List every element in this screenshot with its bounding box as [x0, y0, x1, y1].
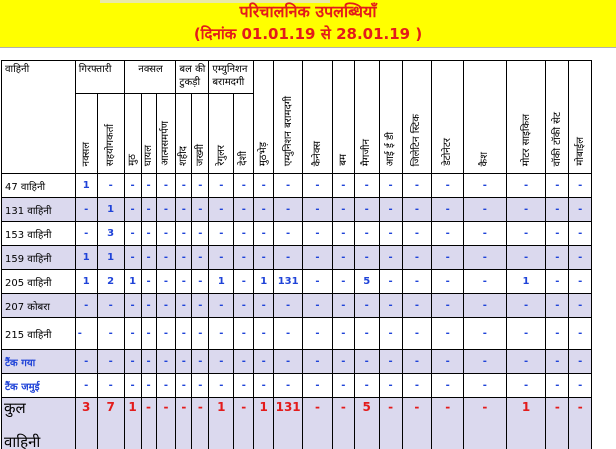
- table-cell: 3: [97, 222, 124, 246]
- title-band: [0, 0, 616, 48]
- total-cell: 1: [506, 398, 546, 449]
- table-cell: -: [332, 198, 354, 222]
- table-cell: 1: [254, 270, 274, 294]
- table-cell: -: [546, 318, 569, 350]
- table-cell: -: [432, 294, 464, 318]
- table-cell: -: [464, 174, 507, 198]
- row-label: 131 वाहिनी: [2, 198, 76, 222]
- col-header: आत्मसमर्पण: [156, 94, 176, 174]
- total-cell: -: [176, 398, 192, 449]
- total-cell: 1: [254, 398, 274, 449]
- table-cell: -: [176, 198, 192, 222]
- table-cell: -: [234, 374, 254, 398]
- total-label: [2, 398, 76, 449]
- table-cell: -: [75, 222, 97, 246]
- table-cell: -: [332, 174, 354, 198]
- table-cell: -: [332, 318, 354, 350]
- table-cell: -: [569, 294, 592, 318]
- group-force-unit: बल की टुकड़ी: [176, 61, 209, 94]
- table-cell: -: [402, 318, 432, 350]
- total-row: [2, 398, 616, 449]
- col-header: मोबाईल: [569, 61, 592, 174]
- table-cell: -: [506, 222, 546, 246]
- table-cell: -: [97, 350, 124, 374]
- table-cell: -: [209, 350, 234, 374]
- table-cell: -: [432, 270, 464, 294]
- table-cell: -: [546, 270, 569, 294]
- table-cell: -: [303, 350, 333, 374]
- table-cell: 1: [97, 246, 124, 270]
- table-cell: -: [124, 374, 141, 398]
- row-label: 153 वाहिनी: [2, 222, 76, 246]
- table-cell: -: [209, 246, 234, 270]
- total-cell: -: [432, 398, 464, 449]
- table-cell: -: [332, 270, 354, 294]
- table-cell: -: [464, 374, 507, 398]
- table-cell: -: [546, 174, 569, 198]
- table-cell: -: [176, 350, 192, 374]
- table-cell: -: [402, 198, 432, 222]
- col-header: जख्मी: [192, 94, 209, 174]
- table-cell: -: [332, 374, 354, 398]
- table-cell: -: [303, 294, 333, 318]
- total-cell: -: [546, 398, 569, 449]
- table-cell: -: [156, 198, 176, 222]
- table-row: [2, 198, 616, 222]
- row-label: 215 वाहिनी: [2, 318, 76, 350]
- table-cell: -: [254, 350, 274, 374]
- table-cell: -: [192, 222, 209, 246]
- table-cell: -: [546, 350, 569, 374]
- table-cell: -: [464, 270, 507, 294]
- table-cell: -: [156, 350, 176, 374]
- table-cell: -: [176, 222, 192, 246]
- table-cell: -: [569, 174, 592, 198]
- table-cell: -: [274, 174, 303, 198]
- table-cell: -: [234, 350, 254, 374]
- table-cell: 1: [75, 246, 97, 270]
- col-header: शहीद: [176, 94, 192, 174]
- table-cell: -: [546, 374, 569, 398]
- table-cell: -: [432, 374, 464, 398]
- table-cell: 1: [506, 270, 546, 294]
- table-cell: -: [569, 222, 592, 246]
- table-cell: -: [402, 270, 432, 294]
- table-cell: -: [506, 294, 546, 318]
- table-cell: -: [569, 270, 592, 294]
- table-cell: -: [141, 198, 156, 222]
- table-cell: -: [141, 294, 156, 318]
- table-cell: -: [379, 350, 402, 374]
- table-cell: -: [176, 246, 192, 270]
- table-cell: -: [274, 198, 303, 222]
- total-cell: -: [464, 398, 507, 449]
- total-cell: 131: [274, 398, 303, 449]
- table-cell: -: [402, 174, 432, 198]
- table-cell: -: [141, 318, 156, 350]
- table-cell: -: [303, 270, 333, 294]
- table-cell: -: [569, 374, 592, 398]
- table-cell: -: [432, 198, 464, 222]
- table-row: [2, 246, 616, 270]
- table-cell: -: [274, 294, 303, 318]
- col-header: कैश: [464, 61, 507, 174]
- table-cell: -: [124, 246, 141, 270]
- table-row: [2, 350, 616, 374]
- col-header: जिलेटिन स्टिक: [402, 61, 432, 174]
- vahini-header: वाहिनी: [2, 61, 76, 174]
- table-cell: -: [303, 222, 333, 246]
- group-naxal: नक्सल: [124, 61, 176, 94]
- total-cell: 1: [209, 398, 234, 449]
- table-cell: -: [569, 350, 592, 374]
- table-cell: -: [506, 374, 546, 398]
- table-cell: -: [192, 270, 209, 294]
- total-cell: -: [156, 398, 176, 449]
- col-header: वॉकी टॉकी सेट: [546, 61, 569, 174]
- table-cell: -: [332, 222, 354, 246]
- table-cell: -: [75, 350, 97, 374]
- table-cell: 1: [97, 198, 124, 222]
- table-cell: -: [354, 246, 379, 270]
- table-cell: -: [75, 374, 97, 398]
- col-header: मुठ: [124, 94, 141, 174]
- table-cell: -: [354, 350, 379, 374]
- total-cell: -: [569, 398, 592, 449]
- table-cell: -: [379, 198, 402, 222]
- row-label: 47 वाहिनी: [2, 174, 76, 198]
- table-cell: -: [124, 294, 141, 318]
- group-arrests: गिरफ्तारी: [75, 61, 124, 94]
- table-cell: -: [464, 318, 507, 350]
- total-cell: -: [379, 398, 402, 449]
- total-cell: -: [234, 398, 254, 449]
- table-cell: -: [124, 350, 141, 374]
- col-header: मुठभेड़: [254, 61, 274, 174]
- table-cell: -: [303, 198, 333, 222]
- table-cell: -: [141, 222, 156, 246]
- table-cell: -: [156, 174, 176, 198]
- table-cell: -: [546, 246, 569, 270]
- table-cell: -: [209, 294, 234, 318]
- table-cell: -: [254, 198, 274, 222]
- total-cell: -: [332, 398, 354, 449]
- table-cell: -: [402, 222, 432, 246]
- table-cell: -: [332, 350, 354, 374]
- table-cell: -: [75, 198, 97, 222]
- table-cell: -: [234, 246, 254, 270]
- table-cell: 1: [124, 270, 141, 294]
- table-cell: -: [192, 374, 209, 398]
- col-header: घायल: [141, 94, 156, 174]
- table-cell: -: [402, 294, 432, 318]
- col-header: आई ई डी: [379, 61, 402, 174]
- table-cell: -: [234, 294, 254, 318]
- total-cell: -: [192, 398, 209, 449]
- table-cell: -: [141, 350, 156, 374]
- table-cell: -: [464, 246, 507, 270]
- table-cell: -: [254, 374, 274, 398]
- table-cell: -: [569, 318, 592, 350]
- table-cell: -: [75, 294, 97, 318]
- table-cell: -: [569, 198, 592, 222]
- table-cell: -: [274, 222, 303, 246]
- table-row: [2, 222, 616, 246]
- table-cell: -: [303, 318, 333, 350]
- table-cell: -: [209, 198, 234, 222]
- table-cell: -: [97, 318, 124, 350]
- table-cell: -: [234, 222, 254, 246]
- table-cell: -: [192, 174, 209, 198]
- table-cell: -: [254, 318, 274, 350]
- row-label: 159 वाहिनी: [2, 246, 76, 270]
- table-cell: -: [274, 246, 303, 270]
- table-cell: -: [379, 294, 402, 318]
- table-cell: -: [379, 174, 402, 198]
- table-cell: -: [432, 350, 464, 374]
- table-cell: -: [141, 246, 156, 270]
- table-cell: -: [432, 174, 464, 198]
- table-cell: -: [176, 270, 192, 294]
- col-header: रेगुलर: [209, 94, 234, 174]
- group-ammo-recovery: एम्युनिशन बरामदगी: [209, 61, 254, 94]
- table-cell: -: [176, 294, 192, 318]
- row-label: टैंक गया: [2, 350, 76, 374]
- table-cell: -: [332, 246, 354, 270]
- table-cell: -: [402, 246, 432, 270]
- table-cell: -: [124, 174, 141, 198]
- table-cell: -: [464, 198, 507, 222]
- table-cell: 2: [97, 270, 124, 294]
- total-cell: 7: [97, 398, 124, 449]
- row-label: 205 वाहिनी: [2, 270, 76, 294]
- table-cell: -: [176, 174, 192, 198]
- table-cell: -: [354, 318, 379, 350]
- table-cell: -: [274, 374, 303, 398]
- table-cell: -: [234, 318, 254, 350]
- col-header: मैगजीन: [354, 61, 379, 174]
- table-row: [2, 294, 616, 318]
- table-cell: -: [209, 318, 234, 350]
- table-cell: -: [176, 318, 192, 350]
- table-cell: -: [156, 374, 176, 398]
- table-cell: -: [209, 222, 234, 246]
- table-row: [2, 270, 616, 294]
- table-cell: -: [464, 350, 507, 374]
- table-cell: -: [379, 270, 402, 294]
- table-cell: -: [254, 246, 274, 270]
- table-cell: -: [569, 246, 592, 270]
- table-cell: -: [546, 198, 569, 222]
- table-cell: -: [192, 246, 209, 270]
- table-cell: -: [156, 246, 176, 270]
- table-cell: -: [464, 222, 507, 246]
- table-cell: -: [97, 174, 124, 198]
- col-header: देशी: [234, 94, 254, 174]
- table-cell: -: [379, 318, 402, 350]
- table-cell: -: [379, 374, 402, 398]
- table-cell: -: [354, 294, 379, 318]
- col-header: एम्युनिशन बरामदगी: [274, 61, 303, 174]
- table-cell: -: [274, 318, 303, 350]
- table-cell: -: [506, 350, 546, 374]
- achievements-table: [1, 60, 616, 449]
- table-cell: -: [402, 350, 432, 374]
- total-cell: -: [141, 398, 156, 449]
- total-cell: 5: [354, 398, 379, 449]
- row-label: 207 कोबरा: [2, 294, 76, 318]
- table-cell: -: [234, 270, 254, 294]
- total-cell: -: [402, 398, 432, 449]
- table-cell: -: [156, 270, 176, 294]
- table-cell: -: [75, 318, 97, 350]
- table-cell: 5: [354, 270, 379, 294]
- table-cell: -: [141, 174, 156, 198]
- table-cell: -: [192, 318, 209, 350]
- col-header: डेटोनेटर: [432, 61, 464, 174]
- col-header: सहयोगकर्ता: [97, 94, 124, 174]
- table-cell: -: [506, 198, 546, 222]
- table-cell: -: [141, 374, 156, 398]
- table-cell: -: [209, 174, 234, 198]
- col-header: मोटर साइकिल: [506, 61, 546, 174]
- table-cell: 1: [75, 270, 97, 294]
- total-cell: 3: [75, 398, 97, 449]
- table-cell: -: [354, 374, 379, 398]
- table-cell: -: [97, 294, 124, 318]
- table-cell: -: [274, 350, 303, 374]
- table-cell: -: [254, 174, 274, 198]
- table-cell: -: [546, 222, 569, 246]
- table-cell: -: [97, 374, 124, 398]
- table-cell: 1: [75, 174, 97, 198]
- table-cell: -: [254, 294, 274, 318]
- col-header: नक्सल: [75, 94, 97, 174]
- table-row: [2, 174, 616, 198]
- table-cell: -: [379, 246, 402, 270]
- total-cell: 1: [124, 398, 141, 449]
- table-cell: -: [234, 198, 254, 222]
- table-cell: -: [124, 222, 141, 246]
- table-cell: -: [354, 222, 379, 246]
- table-cell: -: [432, 222, 464, 246]
- table-cell: -: [124, 318, 141, 350]
- table-cell: -: [156, 318, 176, 350]
- table-cell: -: [192, 294, 209, 318]
- table-cell: -: [141, 270, 156, 294]
- table-cell: -: [176, 374, 192, 398]
- total-label-line2: वाहिनी: [4, 433, 41, 449]
- table-row: [2, 374, 616, 398]
- page-title: परिचालनिक उपलब्धियाँ: [239, 2, 377, 21]
- table-cell: -: [303, 374, 333, 398]
- table-cell: -: [156, 294, 176, 318]
- table-cell: -: [156, 222, 176, 246]
- row-label: टैंक जमुई: [2, 374, 76, 398]
- col-header: कैनेक्स: [303, 61, 333, 174]
- table-cell: -: [432, 246, 464, 270]
- table-cell: -: [464, 294, 507, 318]
- table-cell: -: [303, 174, 333, 198]
- table-cell: -: [354, 198, 379, 222]
- table-cell: -: [506, 318, 546, 350]
- table-cell: -: [402, 374, 432, 398]
- table-cell: -: [254, 222, 274, 246]
- table-cell: -: [332, 294, 354, 318]
- total-cell: -: [303, 398, 333, 449]
- table-cell: 1: [209, 270, 234, 294]
- table-cell: -: [303, 246, 333, 270]
- date-range: (दिनांक 01.01.19 से 28.01.19 ): [193, 25, 423, 43]
- table-cell: -: [506, 246, 546, 270]
- table-cell: -: [209, 374, 234, 398]
- table-cell: 131: [274, 270, 303, 294]
- table-cell: -: [234, 174, 254, 198]
- table-cell: -: [354, 174, 379, 198]
- table-cell: -: [506, 174, 546, 198]
- col-header: बम: [332, 61, 354, 174]
- table-cell: -: [546, 294, 569, 318]
- table-cell: -: [432, 318, 464, 350]
- total-label-line1: कुल: [4, 399, 26, 417]
- table-cell: -: [192, 350, 209, 374]
- table-cell: -: [192, 198, 209, 222]
- table-cell: -: [124, 198, 141, 222]
- table-cell: -: [379, 222, 402, 246]
- table-row: [2, 318, 616, 350]
